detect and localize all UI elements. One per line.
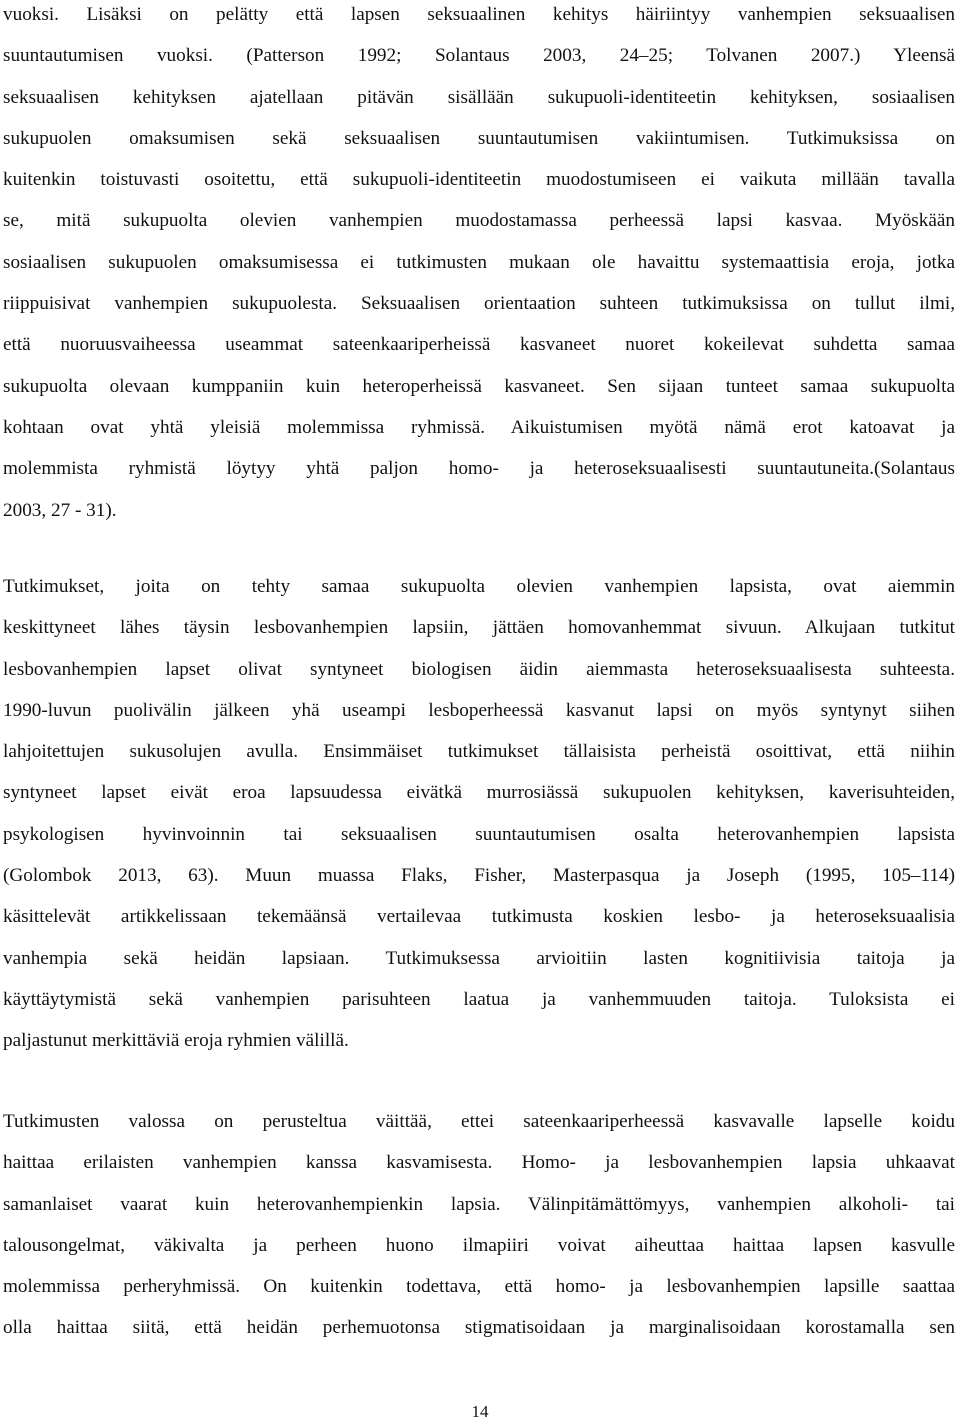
paragraph-line: olla haittaa siitä, että heidän perhemuotonsa stigmatisoidaan ja marginalisoidaan korostamalla sen: [3, 1317, 955, 1339]
paragraph-line: syntyneet lapset eivät eroa lapsuudessa eivätkä murrosiässä sukupuolen kehityksen, kaverisuhteiden,: [3, 782, 955, 804]
paragraph-line: että nuoruusvaiheessa useammat sateenkaariperheissä kasvaneet nuoret kokeilevat suhdetta samaa: [3, 334, 955, 356]
paragraph-line: vanhempia sekä heidän lapsiaan. Tutkimuksessa arvioitiin lasten kognitiivisia taitoja ja: [3, 947, 955, 969]
paragraph-line: suuntautumisen vuoksi. (Patterson 1992; Solantaus 2003, 24–25; Tolvanen 2007.) Yleensä: [3, 45, 955, 67]
paragraph-line: sukupuolta olevaan kumppaniin kuin heteroperheissä kasvaneet. Sen sijaan tunteet samaa sukupuolta: [3, 375, 955, 397]
paragraph-line: vuoksi. Lisäksi on pelätty että lapsen seksuaalinen kehitys häiriintyy vanhempien seksuaalisen: [3, 4, 955, 25]
paragraph-line: lahjoitettujen sukusolujen avulla. Ensimmäiset tutkimukset tällaisista perheistä osoittivat, että niihin: [3, 741, 955, 763]
paragraph-line: Tutkimukset, joita on tehty samaa sukupuolta olevien vanhempien lapsista, ovat aiemmin: [3, 576, 955, 597]
paragraph-3: [3, 1101, 955, 1349]
paragraph-line: 1990-luvun puolivälin jälkeen yhä useampi lesboperheessä kasvanut lapsi on myös syntynyt siihen: [3, 699, 955, 721]
paragraph-line: sosiaalisen sukupuolen omaksumisessa ei tutkimusten mukaan ole havaittu systemaattisia eroja, jotka: [3, 251, 955, 273]
paragraph-line: haittaa erilaisten vanhempien kanssa kasvamisesta. Homo- ja lesbovanhempien lapsia uhkaavat: [3, 1152, 955, 1174]
paragraph-line: sukupuolen omaksumisen sekä seksuaalisen suuntautumisen vakiintumisen. Tutkimuksissa on: [3, 127, 955, 149]
paragraph-line: (Golombok 2013, 63). Muun muassa Flaks, Fisher, Masterpasqua ja Joseph (1995, 105–114): [3, 865, 955, 887]
paragraph-line: talousongelmat, väkivalta ja perheen huono ilmapiiri voivat aiheuttaa haittaa lapsen kasvulle: [3, 1234, 955, 1256]
paragraph-line: kohtaan ovat yhtä yleisiä molemmissa ryhmissä. Aikuistumisen myötä nämä erot katoavat ja: [3, 416, 955, 438]
paragraph-line: 2003, 27 - 31).: [3, 499, 117, 521]
paragraph-line: psykologisen hyvinvoinnin tai seksuaalisen suuntautumisen osalta heterovanhempien lapsista: [3, 823, 955, 845]
paragraph-1: [3, 0, 955, 531]
paragraph-line: käyttäytymistä sekä vanhempien parisuhteen laatua ja vanhemmuuden taitoja. Tuloksista ei: [3, 988, 955, 1010]
paragraph-line: molemmissa perheryhmissä. On kuitenkin todettava, että homo- ja lesbovanhempien lapsille saattaa: [3, 1276, 955, 1298]
paragraph-line: paljastunut merkittäviä eroja ryhmien välillä.: [3, 1030, 349, 1052]
paragraph-line: keskittyneet lähes täysin lesbovanhempien lapsiin, jättäen homovanhemmat sivuun. Alkujaan tutkitut: [3, 617, 955, 639]
paragraph-line: Tutkimusten valossa on perusteltua väittää, ettei sateenkaariperheessä kasvavalle lapselle koidu: [3, 1111, 955, 1132]
paragraph-line: samanlaiset vaarat kuin heterovanhempienkin lapsia. Välinpitämättömyys, vanhempien alkoholi- tai: [3, 1193, 955, 1215]
paragraph-2: [3, 566, 955, 1062]
paragraph-line: riippuisivat vanhempien sukupuolesta. Seksuaalisen orientaation suhteen tutkimuksissa on tullut ilmi,: [3, 293, 955, 315]
page-number: 14: [471, 1402, 489, 1421]
paragraph-line: molemmista ryhmistä löytyy yhtä paljon homo- ja heteroseksuaalisesti suuntautuneita.(Solantaus: [3, 458, 955, 480]
paragraph-line: kuitenkin toistuvasti osoitettu, että sukupuoli-identiteetin muodostumiseen ei vaikuta millään tavalla: [3, 169, 955, 191]
paragraph-line: lesbovanhempien lapset olivat syntyneet biologisen äidin aiemmasta heteroseksuaalisesta suhteesta.: [3, 658, 955, 680]
paragraph-line: käsittelevät artikkelissaan tekemäänsä vertailevaa tutkimusta koskien lesbo- ja heteroseksuaalisia: [3, 906, 955, 928]
paragraph-line: se, mitä sukupuolta olevien vanhempien muodostamassa perheessä lapsi kasvaa. Myöskään: [3, 210, 955, 232]
paragraph-line: seksuaalisen kehityksen ajatellaan pitävän sisällään sukupuoli-identiteetin kehityksen, sosiaalisen: [3, 86, 955, 108]
